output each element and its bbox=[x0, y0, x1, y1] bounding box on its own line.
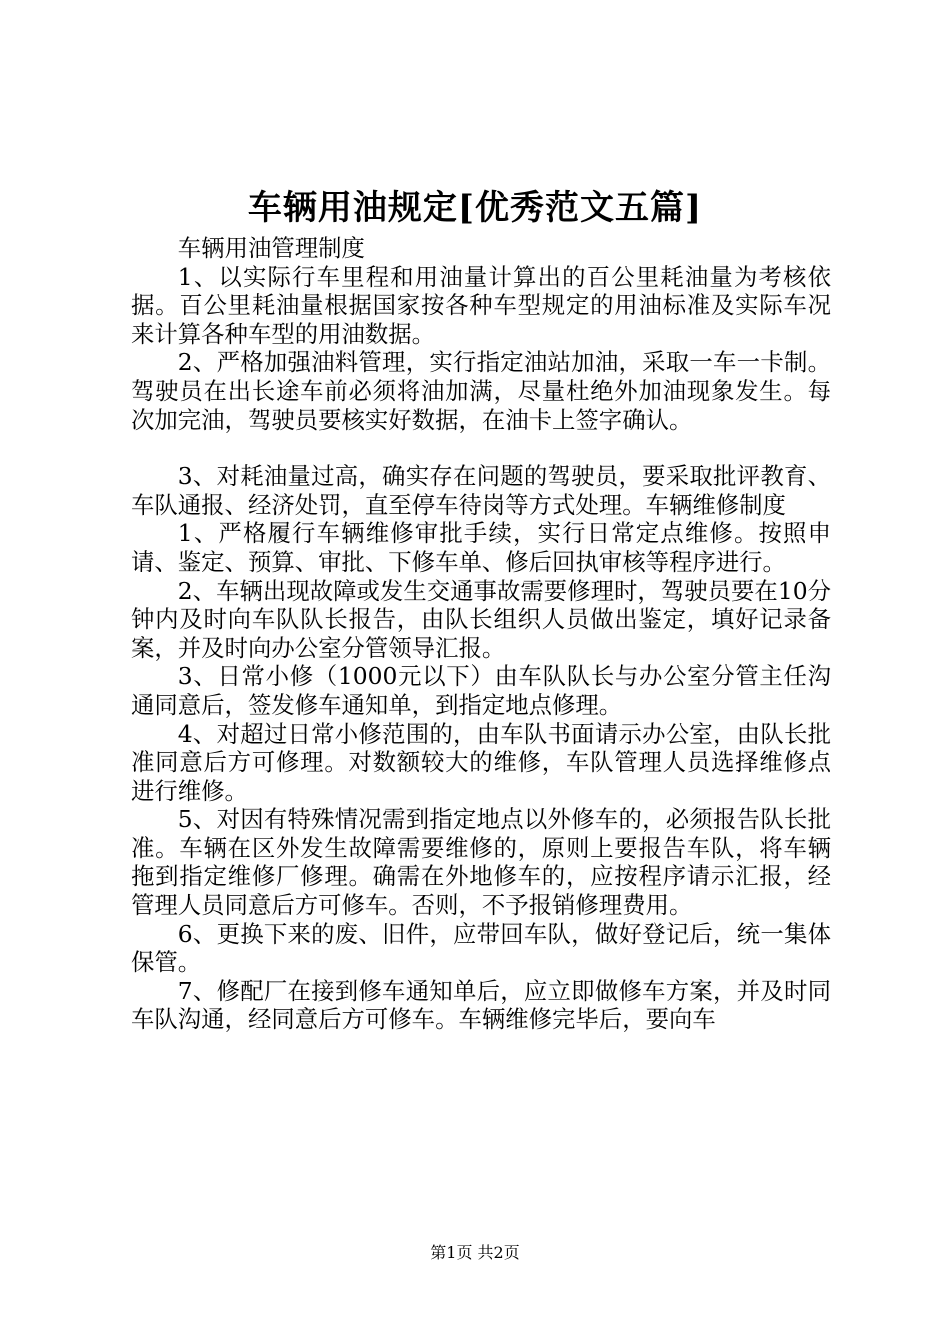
page-footer: 第1页 共2页 bbox=[430, 1243, 520, 1262]
paragraph: 6、更换下来的废、旧件，应带回车队，做好登记后，统一集体保管。 bbox=[131, 919, 831, 977]
paragraph: 3、对耗油量过高，确实存在问题的驾驶员，要采取批评教育、车队通报、经济处罚，直至停车待岗等方式处理。车辆维修制度 bbox=[131, 462, 831, 519]
paragraph: 5、对因有特殊情况需到指定地点以外修车的，必须报告队长批准。车辆在区外发生故障需要维修的，原则上要报告车队，将车辆拖到指定维修厂修理。确需在外地修车的，应按程序请示汇报，经管理人员同意后方可修车。否则，不予报销修理费用。 bbox=[131, 805, 831, 920]
paragraph: 7、修配厂在接到修车通知单后，应立即做修车方案，并及时同车队沟通，经同意后方可修车。车辆维修完毕后，要向车 bbox=[131, 976, 831, 1034]
section-heading-fuel: 车辆用油管理制度 bbox=[177, 234, 365, 262]
document-body bbox=[131, 234, 831, 1034]
paragraph: 3、日常小修（1000元以下）由车队队长与办公室分管主任沟通同意后，签发修车通知单，到指定地点修理。 bbox=[131, 662, 831, 719]
paragraph: 4、对超过日常小修范围的，由车队书面请示办公室，由队长批准同意后方可修理。对数额较大的维修，车队管理人员选择维修点进行维修。 bbox=[131, 719, 831, 805]
document-title: 车辆用油规定[优秀范文五篇] bbox=[247, 188, 703, 228]
paragraph: 1、以实际行车里程和用油量计算出的百公里耗油量为考核依据。百公里耗油量根据国家按各种车型规定的用油标准及实际车况来计算各种车型的用油数据。 bbox=[131, 262, 831, 348]
paragraph: 1、严格履行车辆维修审批手续，实行日常定点维修。按照申请、鉴定、预算、审批、下修车单、修后回执审核等程序进行。 bbox=[131, 519, 831, 576]
paragraph: 2、车辆出现故障或发生交通事故需要修理时，驾驶员要在10分钟内及时向车队队长报告，由队长组织人员做出鉴定，填好记录备案，并及时向办公室分管领导汇报。 bbox=[131, 576, 831, 662]
paragraph: 2、严格加强油料管理，实行指定油站加油，采取一车一卡制。驾驶员在出长途车前必须将油加满，尽量杜绝外加油现象发生。每次加完油，驾驶员要核实好数据，在油卡上签字确认。 bbox=[131, 348, 831, 434]
